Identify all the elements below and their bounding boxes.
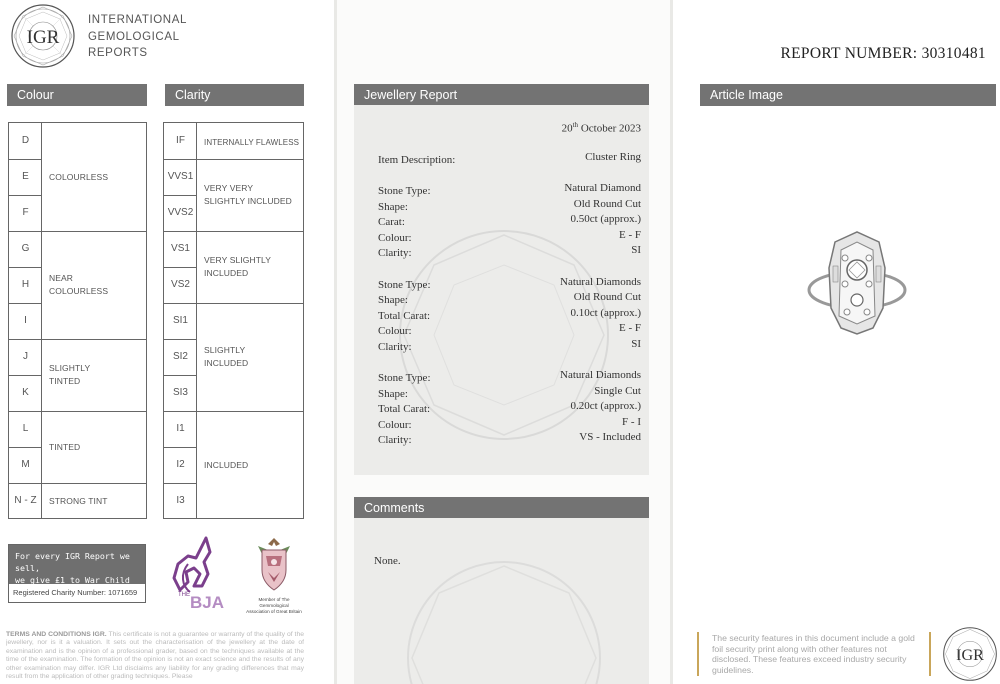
igr-logo-icon (10, 3, 76, 69)
stone-value: F - I (622, 416, 641, 428)
item-description-label: Item Description: (378, 154, 456, 166)
clarity-grade: I3 (176, 495, 185, 506)
stone-value: 0.20ct (approx.) (570, 400, 641, 412)
stone-label: Colour: (378, 232, 412, 244)
security-divider (929, 632, 931, 676)
clarity-grade: I1 (176, 423, 185, 434)
colour-group: COLOURLESS (49, 172, 109, 182)
item-description-value: Cluster Ring (585, 151, 641, 163)
terms-and-conditions (6, 631, 304, 684)
report-date: 20th October 2023 (561, 121, 641, 135)
clarity-group: VERY VERY SLIGHTLY INCLUDED (204, 183, 292, 206)
stone-value: E - F (619, 322, 641, 334)
colour-grade: E (22, 171, 29, 182)
colour-group: NEAR COLOURLESS (49, 273, 109, 296)
colour-header: Colour (7, 84, 147, 106)
clarity-grade: SI1 (172, 315, 188, 326)
comments-header: Comments (354, 497, 649, 519)
stone-label: Stone Type: (378, 279, 431, 291)
colour-grade: H (21, 279, 30, 290)
clarity-grade: VVS1 (167, 171, 194, 182)
stone-value: VS - Included (579, 431, 641, 443)
stone-label: Total Carat: (378, 310, 431, 322)
colour-grade: J (23, 351, 28, 362)
colour-grade: I (24, 315, 27, 326)
logo-text: IGR (26, 27, 60, 48)
gem-association-caption: Member of The Gemmological Association of Great Britain (246, 597, 302, 614)
charity-box (8, 544, 146, 603)
stone-label: Total Carat: (378, 403, 431, 415)
bja-small-text: THE (178, 592, 190, 598)
charity-line: For every IGR Report we sell, (15, 551, 130, 573)
clarity-grade: SI3 (172, 387, 188, 398)
clarity-grade: VVS2 (167, 207, 194, 218)
stone-label: Stone Type: (378, 372, 431, 384)
clarity-grade: VS2 (171, 279, 190, 290)
terms-body: This certificate is not a guarantee or warranty of the quality of the jewellery, nor is it a valuation. It sets out the characterisation of the jewellery at the date of examination and is the opinion of a professional grader, based on the techniques available at the time of the examination. The formation of the opinion is not an exact science and the results of any other examination may differ. IGR Ltd disclaims any liability for any grading differences that may result from the application of other grading techniques. Please (6, 631, 304, 681)
stone-value: Old Round Cut (573, 198, 641, 210)
charity-number: Registered Charity Number: 1071659 (13, 588, 138, 597)
stone-value: 0.10ct (approx.) (570, 307, 641, 319)
stone-label: Shape: (378, 294, 408, 306)
clarity-table (163, 122, 304, 519)
bja-unicorn-icon (166, 534, 236, 610)
stone-label: Stone Type: (378, 185, 431, 197)
terms-heading: TERMS AND CONDITIONS IGR. (6, 631, 107, 638)
security-divider (697, 632, 699, 676)
colour-grade: G (21, 243, 30, 254)
clarity-group: VERY SLIGHTLY INCLUDED (204, 255, 271, 278)
security-text: The security features in this document include a gold foil security print along with other features not disclosed. These features exceed industry security guidelines. (712, 633, 915, 675)
colour-grade: N - Z (14, 495, 37, 506)
stone-value: E - F (619, 229, 641, 241)
clarity-grade: VS1 (171, 243, 190, 254)
jewellery-report-header: Jewellery Report (354, 84, 649, 106)
stone-value: 0.50ct (approx.) (570, 213, 641, 225)
stone-value: Natural Diamonds (560, 276, 641, 288)
watermark-icon (404, 558, 604, 684)
stone-value: Single Cut (594, 385, 641, 397)
report-number: REPORT NUMBER: 30310481 (780, 45, 986, 62)
comments-text: None. (374, 555, 401, 567)
clarity-group: SLIGHTLY INCLUDED (204, 345, 249, 368)
stone-label: Clarity: (378, 434, 412, 446)
stone-label: Clarity: (378, 247, 412, 259)
colour-grade: L (22, 423, 29, 434)
article-image-header: Article Image (700, 84, 996, 106)
colour-grade: M (21, 459, 30, 470)
clarity-header: Clarity (165, 84, 304, 106)
stone-label: Colour: (378, 419, 412, 431)
clarity-grade: SI2 (172, 351, 188, 362)
colour-group: TINTED (49, 442, 81, 452)
colour-grade: D (21, 135, 30, 146)
bja-text: BJA (190, 593, 225, 610)
stone-value: SI (631, 244, 641, 256)
clarity-group: INCLUDED (204, 460, 249, 470)
comments-box (354, 518, 649, 684)
stone-label: Colour: (378, 325, 412, 337)
charity-line: we give £1 to War Child (15, 575, 130, 585)
stone-label: Carat: (378, 216, 405, 228)
stone-value: Old Round Cut (573, 291, 641, 303)
stone-label: Shape: (378, 388, 408, 400)
stone-value: SI (631, 338, 641, 350)
stone-label: Shape: (378, 201, 408, 213)
stone-label: Clarity: (378, 341, 412, 353)
stone-value: Natural Diamond (564, 182, 641, 194)
clarity-grade: IF (176, 135, 185, 146)
stone-value: Natural Diamonds (560, 369, 641, 381)
colour-grade: F (22, 207, 29, 218)
seal-text: IGR (956, 646, 984, 664)
colour-group: STRONG TINT (49, 496, 108, 506)
clarity-grade: I2 (176, 459, 185, 470)
colour-group: SLIGHTLY TINTED (49, 363, 91, 386)
colour-grade: K (22, 387, 29, 398)
gem-association-crest-icon (250, 536, 298, 594)
colour-table (8, 122, 147, 519)
org-name: INTERNATIONAL GEMOLOGICAL REPORTS (88, 14, 187, 59)
igr-seal-icon (942, 626, 998, 682)
clarity-group: INTERNALLY FLAWLESS (204, 138, 300, 147)
ring-image (805, 228, 909, 338)
